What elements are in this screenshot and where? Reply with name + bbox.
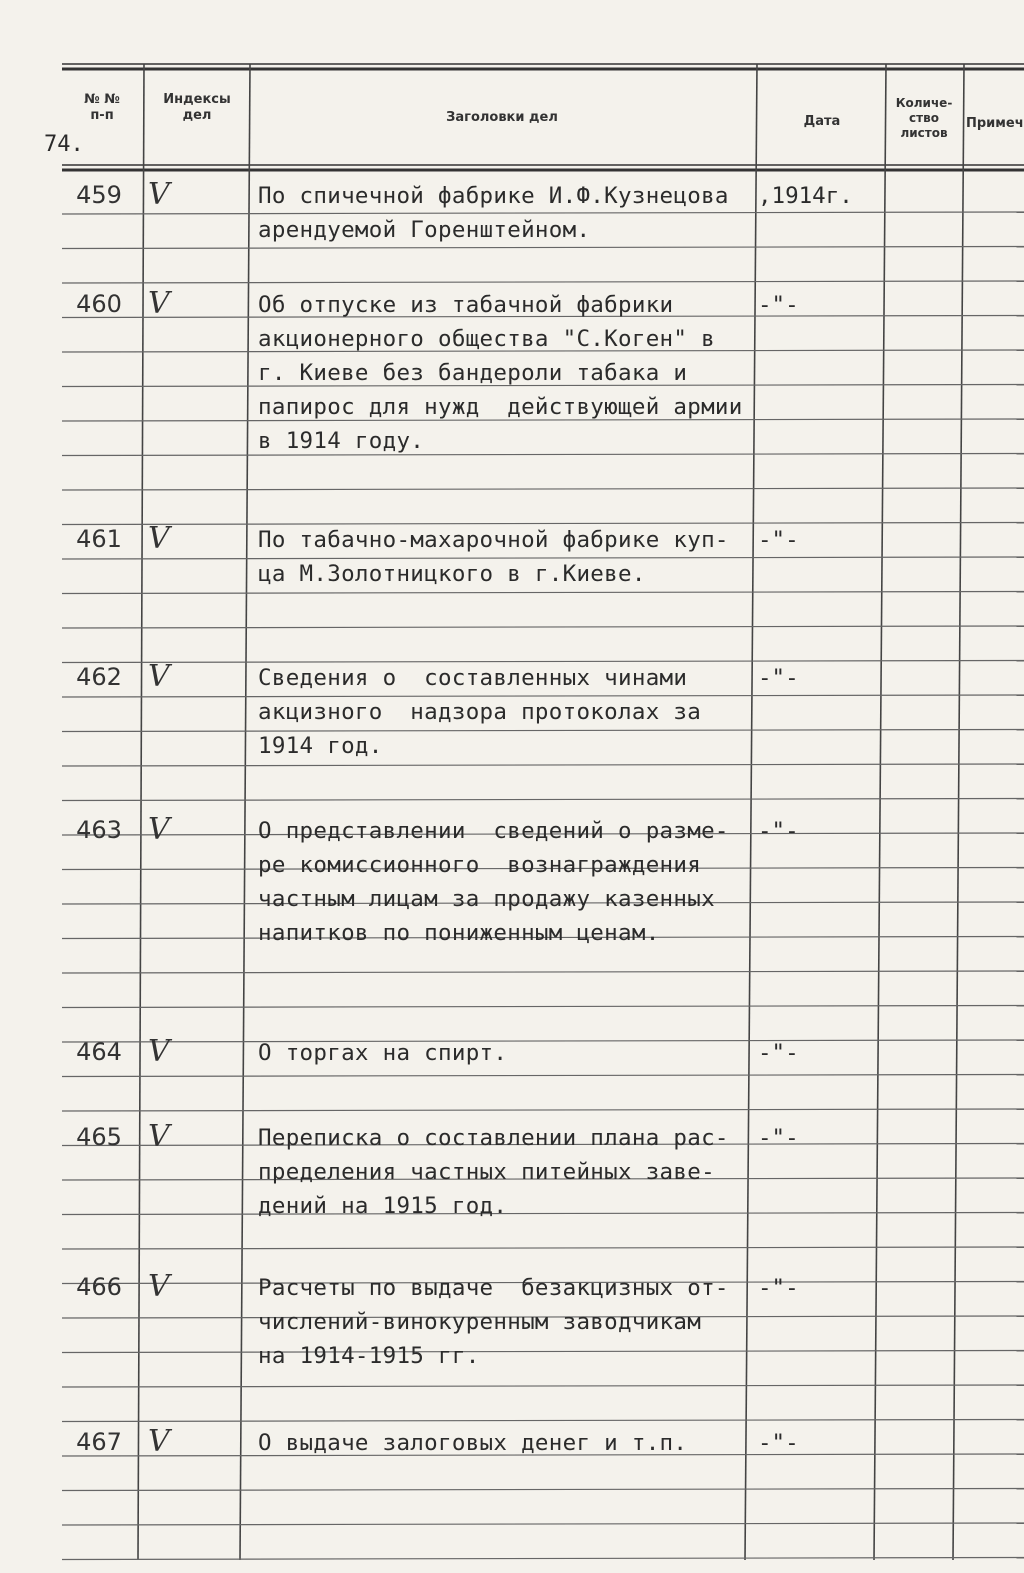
case-title-line: Переписка о составлении плана рас- [258, 1125, 729, 1151]
index-check-mark: V [148, 1424, 170, 1459]
row-number: 466 [76, 1273, 122, 1301]
header-sheet-count: Количе- ство листов [895, 96, 953, 140]
index-check-mark: V [148, 286, 170, 321]
case-date: -"- [758, 1430, 799, 1456]
case-title-line: пределения частных питейных заве- [258, 1159, 715, 1185]
case-date: -"- [758, 292, 799, 318]
header-notes: Примеч [966, 116, 1024, 131]
row-number: 460 [76, 290, 122, 318]
case-title-line: напитков по пониженным ценам. [258, 920, 660, 946]
index-check-mark: V [148, 1034, 170, 1069]
case-title-line: ре комиссионного вознаграждения [258, 852, 702, 878]
case-title-line: Сведения о составленных чинами [258, 665, 688, 691]
case-title-line: папирос для нужд действующей армии [258, 394, 743, 420]
header-date: Дата [803, 114, 841, 129]
index-check-mark: V [148, 812, 170, 847]
row-number: 467 [76, 1428, 122, 1456]
case-date: ,1914г. [758, 183, 853, 209]
case-title-line: 1914 год. [258, 733, 383, 759]
row-number: 465 [76, 1123, 122, 1151]
case-title-line: на 1914-1915 гг. [258, 1343, 480, 1369]
case-date: -"- [758, 1040, 799, 1066]
header-title: Заголовки дел [446, 110, 558, 125]
case-date: -"- [758, 1275, 799, 1301]
case-title-line: акцизного надзора протоколах за [258, 699, 702, 725]
case-title-line: частным лицам за продажу казенных [258, 886, 715, 912]
index-check-mark: V [148, 177, 170, 212]
header-number: № № п-п [84, 92, 120, 124]
case-title-line: По табачно-махарочной фабрике куп- [258, 527, 729, 553]
row-number: 462 [76, 663, 122, 691]
row-number: 461 [76, 525, 122, 553]
case-title-line: акционерного общества "С.Коген" в [258, 326, 715, 352]
case-date: -"- [758, 665, 799, 691]
case-date: -"- [758, 527, 799, 553]
header-index: Индексы дел [163, 92, 231, 124]
page-number: 74. [44, 132, 84, 157]
case-title-line: в 1914 году. [258, 428, 425, 454]
case-title-line: ца М.Золотницкого в г.Киеве. [258, 561, 646, 587]
case-title-line: г. Киеве без бандероли табака и [258, 360, 688, 386]
case-date: -"- [758, 818, 799, 844]
case-title-line: Расчеты по выдаче безакцизных от- [258, 1275, 729, 1301]
index-check-mark: V [148, 521, 170, 556]
index-check-mark: V [148, 659, 170, 694]
index-check-mark: V [148, 1119, 170, 1154]
row-number: 463 [76, 816, 122, 844]
case-title-line: числений-винокуренным заводчикам [258, 1309, 702, 1335]
case-title-line: О выдаче залоговых денег и т.п. [258, 1430, 688, 1456]
case-title-line: Об отпуске из табачной фабрики [258, 292, 674, 318]
case-date: -"- [758, 1125, 799, 1151]
row-number: 464 [76, 1038, 122, 1066]
row-number: 459 [76, 181, 122, 209]
case-title-line: О представлении сведений о разме- [258, 818, 729, 844]
case-title-line: дений на 1915 год. [258, 1193, 508, 1219]
index-check-mark: V [148, 1269, 170, 1304]
case-title-line: арендуемой Горенштейном. [258, 217, 591, 243]
case-title-line: По спичечной фабрике И.Ф.Кузнецова [258, 183, 729, 209]
case-title-line: О торгах на спирт. [258, 1040, 508, 1066]
